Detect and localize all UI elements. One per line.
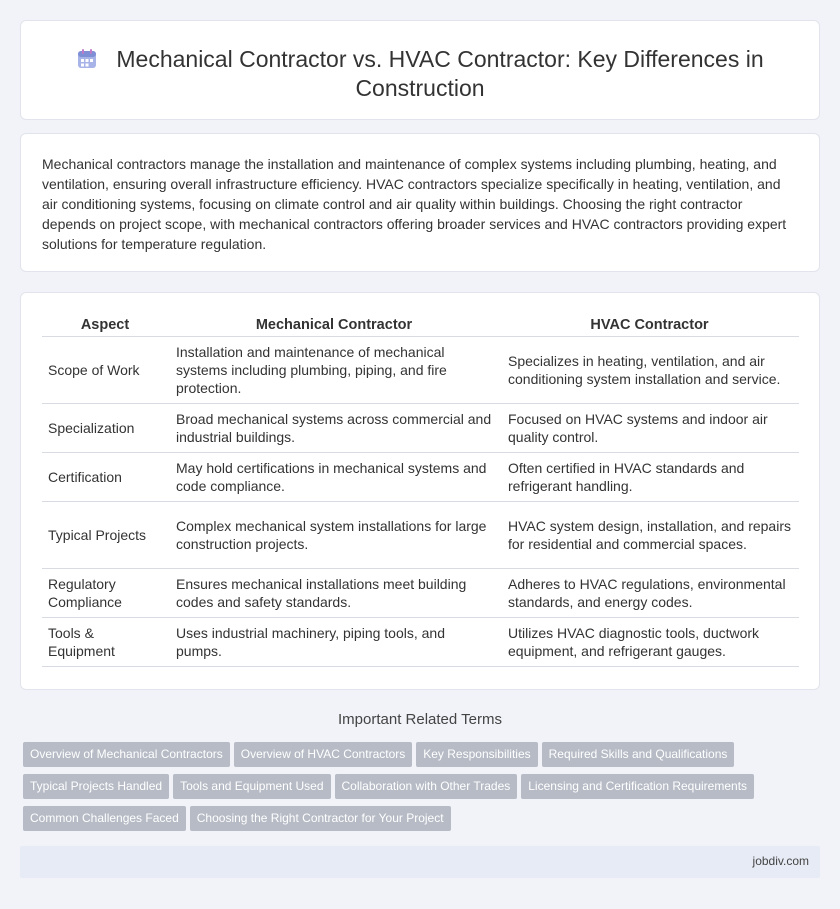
table-row — [42, 453, 799, 502]
table-row — [42, 502, 799, 569]
table-header-row — [42, 315, 799, 337]
related-term-tag[interactable]: Required Skills and Qualifications — [542, 742, 735, 767]
related-term-tag[interactable]: Licensing and Certification Requirements — [521, 774, 754, 799]
cell-mechanical: Broad mechanical systems across commercial and industrial buildings. — [168, 404, 500, 453]
cell-mechanical: Ensures mechanical installations meet building codes and safety standards. — [168, 569, 500, 618]
cell-aspect: Tools & Equipment — [42, 618, 168, 667]
page-title — [21, 45, 819, 103]
related-term-tag[interactable]: Common Challenges Faced — [23, 806, 186, 831]
header-hvac: HVAC Contractor — [500, 315, 799, 337]
table-row — [42, 337, 799, 404]
cell-aspect: Certification — [42, 453, 168, 502]
intro-card — [20, 133, 820, 272]
cell-hvac: HVAC system design, installation, and repairs for residential and commercial spaces. — [500, 502, 799, 569]
related-term-tag[interactable]: Overview of Mechanical Contractors — [23, 742, 230, 767]
footer-site-link[interactable]: jobdiv.com — [752, 854, 809, 868]
related-term-tag[interactable]: Typical Projects Handled — [23, 774, 169, 799]
related-term-tag[interactable]: Collaboration with Other Trades — [335, 774, 518, 799]
title-card — [20, 20, 820, 120]
cell-hvac: Adheres to HVAC regulations, environmental standards, and energy codes. — [500, 569, 799, 618]
related-term-tag[interactable]: Choosing the Right Contractor for Your Project — [190, 806, 451, 831]
intro-paragraph: Mechanical contractors manage the installation and maintenance of complex systems including plumbing, heating, and ventilation, ensuring overall infrastructure efficiency. HVAC contractors specialize specifically in heating, ventilation, and air conditioning systems, focusing on climate control and air quality within buildings. Choosing the right contractor depends on project scope, with mechanical contractors offering broader services and HVAC contractors providing expert solutions for temperature regulation. — [42, 156, 787, 252]
related-term-tag[interactable]: Overview of HVAC Contractors — [234, 742, 413, 767]
calendar-icon — [76, 48, 98, 70]
related-term-tag[interactable]: Tools and Equipment Used — [173, 774, 330, 799]
cell-hvac: Utilizes HVAC diagnostic tools, ductwork equipment, and refrigerant gauges. — [500, 618, 799, 667]
cell-aspect: Typical Projects — [42, 502, 168, 569]
cell-hvac: Specializes in heating, ventilation, and air conditioning system installation and service. — [500, 337, 799, 404]
cell-mechanical: Installation and maintenance of mechanical systems including plumbing, piping, and fire protection. — [168, 337, 500, 404]
related-terms-heading: Important Related Terms — [338, 711, 502, 728]
cell-aspect: Scope of Work — [42, 337, 168, 404]
header-mechanical: Mechanical Contractor — [168, 315, 500, 337]
cell-aspect: Regulatory Compliance — [42, 569, 168, 618]
related-terms-list — [23, 742, 803, 838]
comparison-card — [20, 292, 820, 690]
cell-hvac: Focused on HVAC systems and indoor air quality control. — [500, 404, 799, 453]
cell-aspect: Specialization — [42, 404, 168, 453]
related-term-tag[interactable]: Key Responsibilities — [416, 742, 537, 767]
table-row — [42, 569, 799, 618]
table-row — [42, 404, 799, 453]
comparison-table — [42, 315, 799, 667]
footer-bar — [20, 846, 820, 878]
cell-mechanical: May hold certifications in mechanical systems and code compliance. — [168, 453, 500, 502]
header-aspect: Aspect — [42, 315, 168, 337]
table-row — [42, 618, 799, 667]
cell-hvac: Often certified in HVAC standards and refrigerant handling. — [500, 453, 799, 502]
cell-mechanical: Uses industrial machinery, piping tools, and pumps. — [168, 618, 500, 667]
cell-mechanical: Complex mechanical system installations for large construction projects. — [168, 502, 500, 569]
title-text: Mechanical Contractor vs. HVAC Contractor: Key Differences in Construction — [116, 46, 764, 101]
